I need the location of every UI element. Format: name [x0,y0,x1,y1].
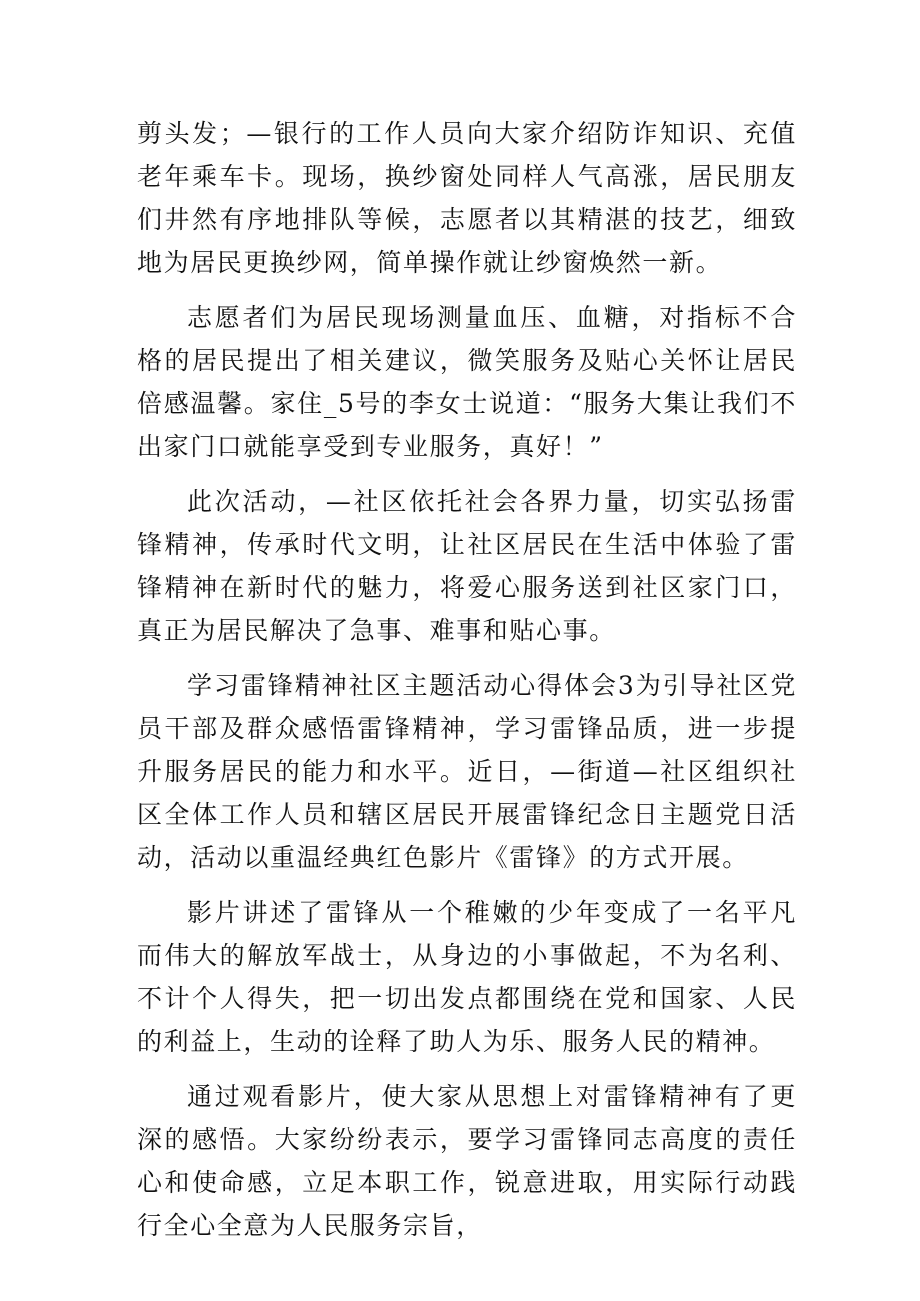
paragraph-6: 通过观看影片，使大家从思想上对雷锋精神有了更深的感悟。大家纷纷表示，要学习雷锋同志高度的责任心和使命感，立足本职工作，锐意进取，用实际行动践行全心全意为人民服务宗旨， [137,1082,797,1240]
paragraph-1: 剪头发；—银行的工作人员向大家介绍防诈知识、充值老年乘车卡。现场，换纱窗处同样人气高涨，居民朋友们井然有序地排队等候，志愿者以其精湛的技艺，细致地为居民更换纱网，简单操作就让纱窗焕然一新。 [137,119,797,277]
paragraph-4: 学习雷锋精神社区主题活动心得体会3为引导社区党员干部及群众感悟雷锋精神，学习雷锋品质，进一步提升服务居民的能力和水平。近日，—街道—社区组织社区全体工作人员和辖区居民开展雷锋纪念日主题党日活动，活动以重温经典红色影片《雷锋》的方式开展。 [137,671,797,872]
paragraph-3: 此次活动，—社区依托社会各界力量，切实弘扬雷锋精神，传承时代文明，让社区居民在生活中体验了雷锋精神在新时代的魅力，将爱心服务送到社区家门口，真正为居民解决了急事、难事和贴心事。 [137,487,797,645]
document-body [137,112,797,1259]
paragraph-5: 影片讲述了雷锋从一个稚嫩的少年变成了一名平凡而伟大的解放军战士，从身边的小事做起，不为名利、不计个人得失，把一切出发点都围绕在党和国家、人民的利益上，生动的诠释了助人为乐、服务人民的精神。 [137,898,797,1056]
paragraph-2: 志愿者们为居民现场测量血压、血糖，对指标不合格的居民提出了相关建议，微笑服务及贴心关怀让居民倍感温馨。家住_5号的李女士说道：“服务大集让我们不出家门口就能享受到专业服务，真好！” [137,303,797,461]
